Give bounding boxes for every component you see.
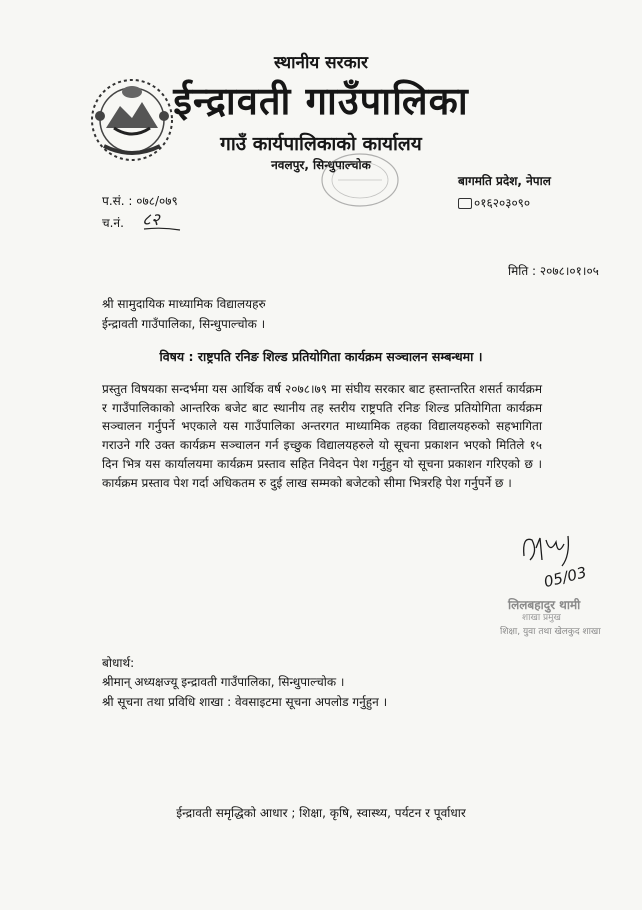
letter-date: मिति : २०७८।०१।०५ [508, 264, 599, 278]
handwritten-dispatch-number [140, 208, 184, 232]
province-label: बागमति प्रदेश, नेपाल [458, 174, 551, 188]
office-name: गाउँ कार्यपालिकाको कार्यालय [220, 133, 422, 155]
signatory-branch: शिक्षा, युवा तथा खेलकुद शाखा [500, 627, 601, 637]
phone-icon [458, 198, 472, 209]
office-stamp-icon [318, 150, 402, 210]
recipient-line-2: ईन्द्रावती गाउँपालिका, सिन्धुपाल्चोक । [102, 317, 266, 331]
handwritten-dispatch-text: ८२ [142, 210, 160, 230]
cc-list [102, 672, 387, 712]
dispatch-number-label: च.नं. [102, 216, 124, 230]
footer-motto: ईन्द्रावती समृद्धिको आधार ; शिक्षा, कृषि, स्वास्थ्य, पर्यटन र पूर्वाधार [176, 806, 466, 820]
reference-number: प.सं. : ०७८/०७९ [102, 194, 178, 208]
signature-image [510, 526, 600, 596]
office-address: नवलपुर, सिन्धुपाल्चोक [271, 158, 371, 172]
recipient-block [102, 294, 266, 334]
local-government-label: स्थानीय सरकार [273, 53, 368, 73]
signatory-name: लिलबहादुर थामी [508, 598, 581, 612]
cc-item: श्री सूचना तथा प्रविधि शाखा : वेवसाइटमा सूचना अपलोड गर्नुहुन । [102, 695, 388, 709]
cc-item: श्रीमान् अध्यक्षज्यू इन्द्रावती गाउँपालिका, सिन्धुपाल्चोक । [102, 675, 345, 689]
phone-value: ०१६२०३०९० [474, 196, 531, 210]
recipient-line-1: श्री सामुदायिक माध्यामिक विद्यालयहरु [102, 297, 266, 311]
letter-body: प्रस्तुत विषयका सन्दर्भमा यस आर्थिक वर्ष २०७८।७९ मा संघीय सरकार बाट हस्तान्तरित शसर्त कार्यक्रम र गाउँपालिकाको आन्तरिक बजेट बाट स्थानीय तह स्तरीय राष्ट्रपति रनिङ शिल्ड प्रतियोगिता कार्यक्रम सञ्चालन गर्नुपर्ने भएकाले यस गाउँपालिका अन्तरगत माध्यामिक तहका विद्यालयहरुको सहभागिता गराउने गरि उक्त कार्यक्रम सञ्चालन गर्न इच्छुक विद्यालयहरुले यो सूचना प्रकाशन भएको मितिले १५ दिन भित्र यस कार्यालयमा कार्यक्रम प्रस्ताव सहित निवेदन पेश गर्नुहुन यो सूचना प्रकाशन गरिएको छ । कार्यक्रम प्रस्ताव पेश गर्दा अधिकतम रु दुई लाख सम्मको बजेटको सीमा भित्ररहि पेश गर्नुपर्ने छ । [102, 382, 542, 490]
signature-date: 05/03 [542, 563, 589, 592]
municipality-name: ईन्द्रावती गाउँपालिका [173, 79, 469, 123]
letter-subject: विषय : राष्ट्रपति रनिङ शिल्ड प्रतियोगिता कार्यक्रम सञ्चालन सम्बन्धमा । [159, 349, 483, 364]
phone-number [458, 194, 530, 211]
signatory-designation: शाखा प्रमुख [522, 613, 561, 623]
cc-heading: बोधार्थ: [102, 656, 135, 670]
